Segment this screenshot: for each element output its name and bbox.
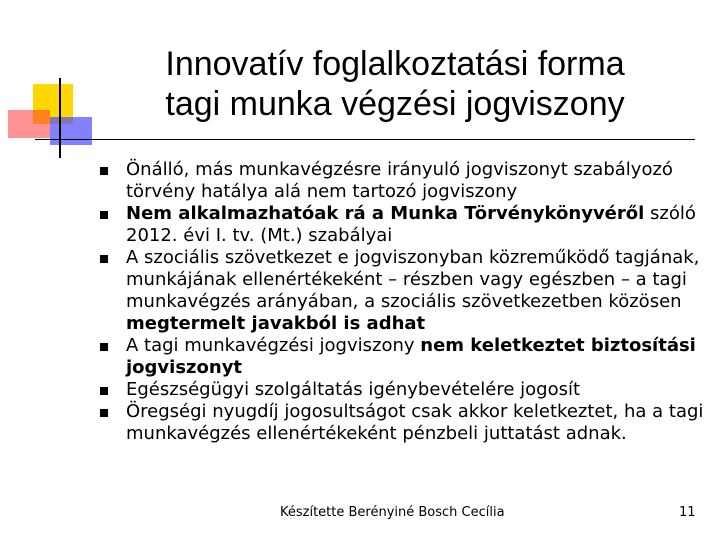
bullet-square-icon: [100, 387, 108, 395]
bullet-square-icon: [100, 167, 108, 175]
bullet-square-icon: [100, 409, 108, 417]
bullet-item: [126, 379, 706, 401]
bullet-text: Öregségi nyugdíj jogosultságot csak akkor keletkeztet, ha a tagi munkavégzés ellenértékeként pénzbeli juttatást adnak.: [126, 401, 704, 444]
bullet-text: A szociális szövetkezet e jogviszonyban közreműködő tagjának, munkájának ellenértékeként – részben vagy egészben – a tagi munkavégzés arányában, a szociális szövetkezetben közösen: [126, 247, 700, 312]
bullet-square-icon: [100, 211, 108, 219]
decor-blue-rectangle: [50, 117, 92, 145]
bullet-list: [126, 159, 706, 445]
bullet-text: A tagi munkavégzési jogviszony: [126, 335, 421, 356]
title-line-1: Innovatív foglalkoztatási forma: [165, 45, 625, 83]
bullet-item: [126, 159, 706, 203]
title-divider-line: [35, 139, 695, 140]
decor-red-rectangle: [8, 110, 50, 138]
title-line-2: tagi munka végzési jogviszony: [165, 85, 625, 123]
bullet-square-icon: [100, 255, 108, 263]
page-number: 11: [679, 505, 696, 520]
slide-title: [100, 44, 690, 124]
footer-author: Készítette Berényiné Bosch Cecília: [280, 505, 505, 520]
bullet-item: [126, 401, 706, 445]
bullet-bold-text: Nem alkalmazhatóak rá a Munka Törvénykönyvéről: [126, 203, 645, 224]
bullet-text: szóló 2012. évi I. tv. (Mt.) szabályai: [126, 203, 696, 246]
bullet-text: Egészségügyi szolgáltatás igénybevételére jogosít: [126, 379, 581, 400]
bullet-item: [126, 247, 706, 335]
bullet-text: Önálló, más munkavégzésre irányuló jogviszonyt szabályozó törvény hatálya alá nem tartozó jogviszony: [126, 159, 673, 202]
bullet-square-icon: [100, 343, 108, 351]
bullet-bold-text: nem keletkeztet biztosítási jogviszonyt: [126, 335, 696, 378]
bullet-item: [126, 203, 706, 247]
decor-vertical-line: [59, 78, 61, 158]
bullet-item: [126, 335, 706, 379]
bullet-bold-text: megtermelt javakból is adhat: [126, 313, 426, 334]
